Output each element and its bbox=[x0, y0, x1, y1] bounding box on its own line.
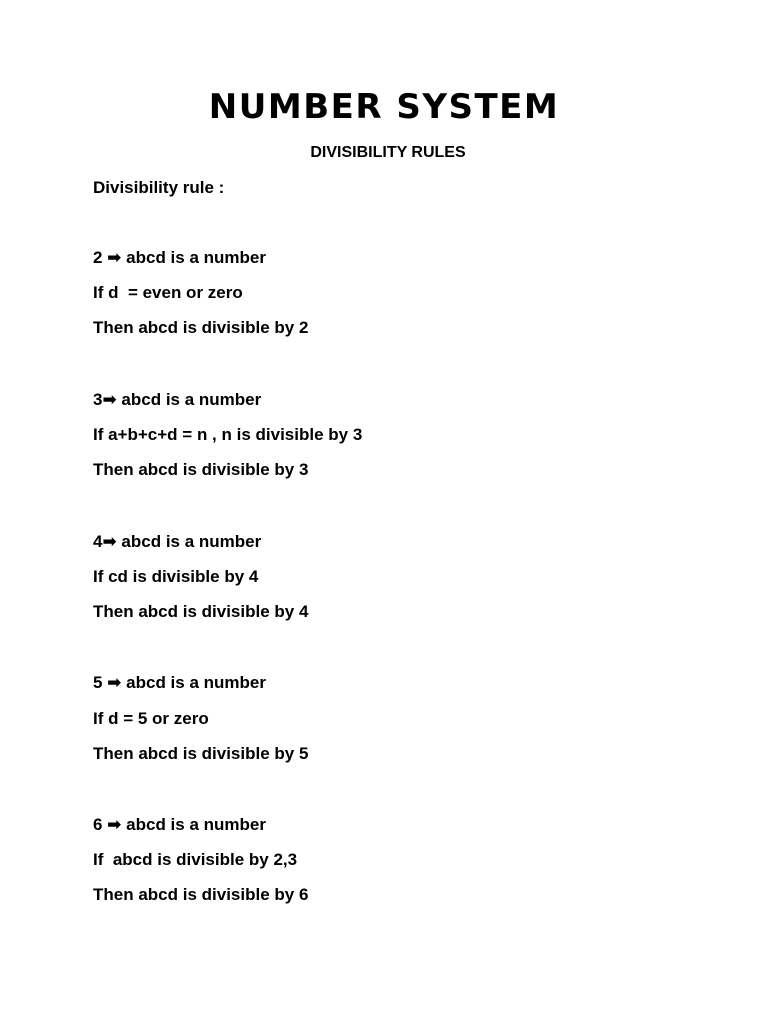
rule-2-conclusion: Then abcd is divisible by 2 bbox=[93, 318, 309, 337]
page-subtitle: DIVISIBILITY RULES bbox=[310, 144, 466, 161]
rule-2-statement: 2 ➡ abcd is a number bbox=[93, 248, 266, 267]
rule-3-condition: If a+b+c+d = n , n is divisible by 3 bbox=[93, 425, 363, 444]
intro-text: Divisibility rule : bbox=[93, 178, 225, 197]
rule-4-condition: If cd is divisible by 4 bbox=[93, 567, 259, 586]
rule-5-conclusion: Then abcd is divisible by 5 bbox=[93, 744, 309, 763]
page-title: NUMBER SYSTEM bbox=[208, 87, 560, 127]
rule-4-conclusion: Then abcd is divisible by 4 bbox=[93, 602, 309, 621]
rule-3-statement: 3➡ abcd is a number bbox=[93, 390, 262, 409]
rule-6-conclusion: Then abcd is divisible by 6 bbox=[93, 885, 309, 904]
rule-4-statement: 4➡ abcd is a number bbox=[93, 532, 262, 551]
rule-6-statement: 6 ➡ abcd is a number bbox=[93, 815, 266, 834]
rule-3-conclusion: Then abcd is divisible by 3 bbox=[93, 460, 309, 479]
rule-6-condition: If abcd is divisible by 2,3 bbox=[93, 850, 298, 869]
rule-5-statement: 5 ➡ abcd is a number bbox=[93, 673, 266, 692]
rule-5-condition: If d = 5 or zero bbox=[93, 709, 209, 728]
rule-2-condition: If d = even or zero bbox=[93, 283, 243, 302]
